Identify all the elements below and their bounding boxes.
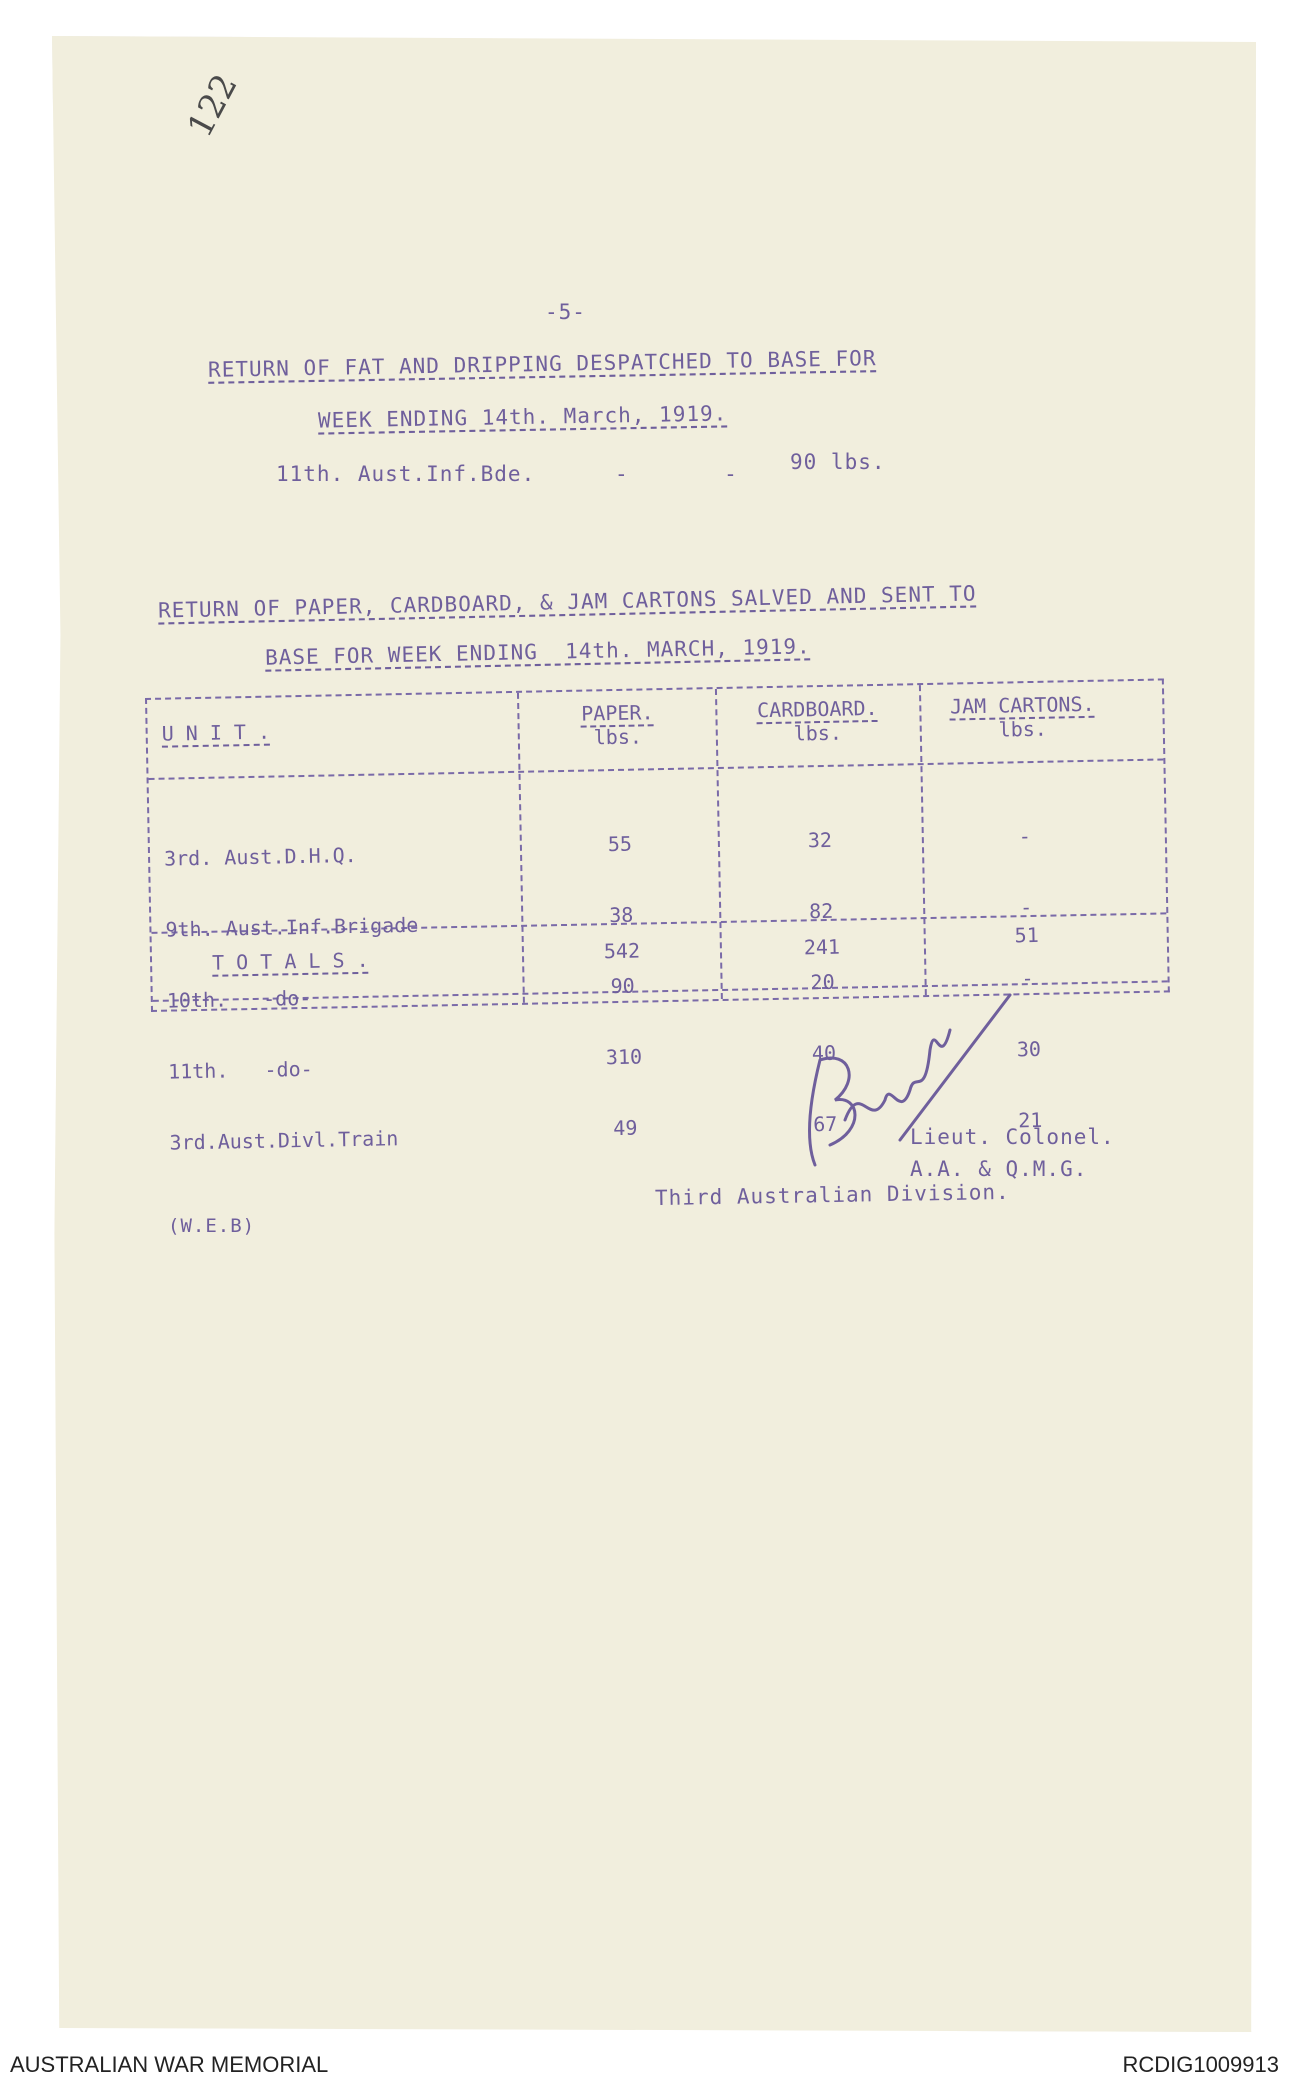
- paper-value: 310: [605, 1044, 643, 1070]
- typist-initials: (W.E.B): [168, 1215, 256, 1237]
- signatory-appointment: A.A. & Q.M.G.: [910, 1157, 1088, 1181]
- signatory-division: Third Australian Division.: [654, 1179, 1010, 1211]
- paper-column: [549, 784, 697, 1190]
- table-divider: [517, 693, 525, 1003]
- fat-return-dashes: - -: [615, 462, 738, 486]
- header-jam-unit: lbs.: [998, 716, 1048, 742]
- total-jam: 51: [1014, 922, 1039, 948]
- paper-value: 49: [613, 1115, 638, 1141]
- handwritten-page-number: 122: [180, 67, 246, 144]
- cardboard-value: 82: [808, 898, 834, 924]
- paper-value: 90: [610, 973, 635, 999]
- unit-column: [163, 795, 424, 1203]
- header-jam-cartons: JAM CARTONS.: [949, 691, 1095, 719]
- header-paper-unit: lbs.: [593, 724, 643, 750]
- fat-return-unit: 11th. Aust.Inf.Bde.: [276, 462, 536, 486]
- unit-row: 3rd. Aust.D.H.Q.: [163, 842, 357, 871]
- jam-value: 21: [1017, 1107, 1043, 1133]
- cardboard-value: 32: [807, 827, 833, 853]
- paper-return-title-line2: BASE FOR WEEK ENDING 14th. MARCH, 1919.: [264, 634, 811, 670]
- table-divider: [919, 685, 927, 995]
- unit-row: 9th. Aust.Inf.Brigade: [165, 912, 419, 942]
- jam-value: -: [1021, 965, 1034, 991]
- totals-label: T O T A L S .: [211, 947, 369, 975]
- cardboard-value: 20: [810, 969, 835, 995]
- signatory-rank: Lieut. Colonel.: [910, 1125, 1115, 1149]
- header-paper: PAPER.: [581, 700, 654, 726]
- footer-source: AUSTRALIAN WAR MEMORIAL: [10, 2052, 329, 2077]
- table-divider: [715, 689, 723, 999]
- total-paper: 542: [603, 938, 641, 964]
- fat-return-title-line1: RETURN OF FAT AND DRIPPING DESPATCHED TO BASE FOR: [207, 346, 877, 382]
- unit-row: 11th. -do-: [167, 1056, 313, 1084]
- cardboard-value: 67: [813, 1111, 838, 1137]
- cardboard-value: 40: [811, 1040, 837, 1066]
- unit-row: 3rd.Aust.Divl.Train: [169, 1126, 399, 1155]
- fat-return-value: 90 lbs.: [790, 450, 886, 474]
- paper-value: 38: [608, 902, 634, 928]
- page-marker: -5-: [545, 300, 586, 324]
- unit-row: 10th. -do-: [166, 985, 312, 1013]
- paper-value: 55: [607, 831, 633, 857]
- jam-value: -: [1019, 895, 1033, 920]
- paper-return-title-line1: RETURN OF PAPER, CARDBOARD, & JAM CARTONS SALVED AND SENT TO: [157, 581, 977, 623]
- fat-return-title-line2: WEEK ENDING 14th. March, 1919.: [317, 401, 728, 433]
- jam-value: 30: [1016, 1036, 1042, 1062]
- header-cardboard-unit: lbs.: [793, 720, 843, 746]
- jam-value: -: [1018, 824, 1032, 849]
- header-cardboard: CARDBOARD.: [756, 695, 878, 723]
- footer-bar: [0, 2048, 1289, 2082]
- footer-id: RCDIG1009913: [1122, 2052, 1279, 2077]
- total-cardboard: 241: [803, 934, 841, 960]
- header-unit: U N I T .: [161, 719, 271, 746]
